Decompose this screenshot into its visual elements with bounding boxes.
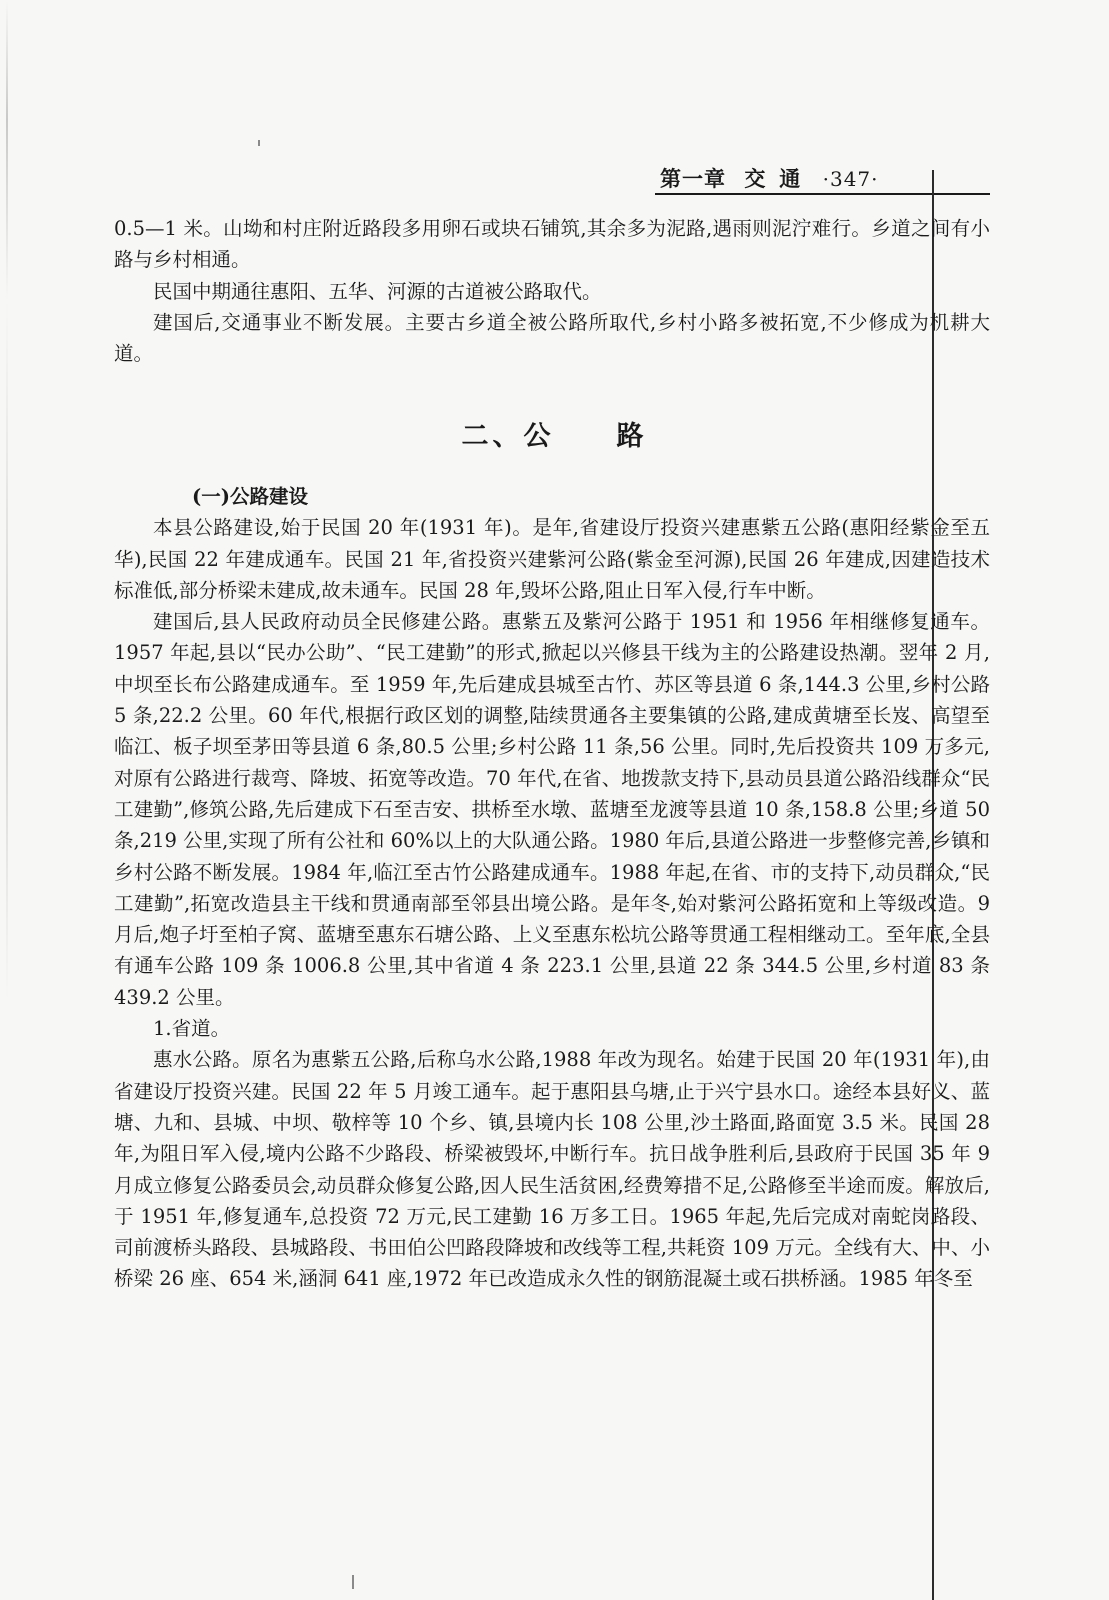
- scan-edge-shadow: [6, 0, 8, 1600]
- header-rule: [655, 193, 990, 195]
- scan-speck: [352, 1575, 354, 1589]
- chapter-label: 第一章: [660, 166, 726, 191]
- paragraph: 0.5—1 米。山坳和村庄附近路段多用卵石或块石铺筑,其余多为泥路,遇雨则泥泞难行。乡道之间有小路与乡村相通。: [114, 217, 990, 272]
- running-head: [660, 163, 990, 195]
- paragraph: 惠水公路。原名为惠紫五公路,后称乌水公路,1988 年改为现名。始建于民国 20 年(1931 年),由省建设厅投资兴建。民国 22 年 5 月竣工通车。起于惠阳县乌塘,止于兴宁县水口。途经本县好义、蓝塘、九和、县城、中坝、敬梓等 10 个乡、镇,县境内长 108 公里,沙土路面,路面宽 3.5 米。民国 28 年,为阻日军入侵,境内公路不少路段、桥梁被毁坏,中断行车。抗日战争胜利后,县政府于民国 35 年 9 月成立修复公路委员会,动员群众修复公路,因人民生活贫困,经费筹措不足,公路修至半途而废。解放后,于 1951 年,修复通车,总投资 72 万元,民工建勤 16 万多工日。1965 年起,先后完成对南蛇岗路段、司前渡桥头路段、县城路段、书田伯公凹路段降坡和改线等工程,共耗资 109 万元。全线有大、中、小桥梁 26 座、654 米,涵洞 641 座,1972 年已改造成永久性的钢筋混凝土或石拱桥涵。1985 年冬至: [114, 1048, 990, 1291]
- paragraph: 民国中期通往惠阳、五华、河源的古道被公路取代。: [153, 279, 602, 303]
- page-number: ·347·: [822, 167, 879, 191]
- paragraph: 1.省道。: [153, 1017, 231, 1041]
- body-text: [114, 481, 990, 1295]
- intro-text: [114, 213, 990, 369]
- paragraph: 建国后,交通事业不断发展。主要古乡道全被公路所取代,乡村小路多被拓宽,不少修成为机耕大道。: [114, 310, 990, 366]
- paragraph: 建国后,县人民政府动员全民修建公路。惠紫五及紫河公路于 1951 和 1956 年相继修复通车。1957 年起,县以“民办公助”、“民工建勤”的形式,掀起以兴修县干线为主的公路建设热潮。翌年 2 月,中坝至长布公路建成通车。至 1959 年,先后建成县城至古竹、苏区等县道 6 条,144.3 公里,乡村公路 5 条,22.2 公里。60 年代,根据行政区划的调整,陆续贯通各主要集镇的公路,建成黄塘至长岌、高望至临江、板子坝至茅田等县道 6 条,80.5 公里;乡村公路 11 条,56 公里。同时,先后投资共 109 万多元,对原有公路进行裁弯、降坡、拓宽等改造。70 年代,在省、地拨款支持下,县动员县道公路沿线群众“民工建勤”,修筑公路,先后建成下石至吉安、拱桥至水墩、蓝塘至龙渡等县道 10 条,158.8 公里;乡道 50 条,219 公里,实现了所有公社和 60%以上的大队通公路。1980 年后,县道公路进一步整修完善,乡镇和乡村公路不断发展。1984 年,临江至古竹公路建成通车。1988 年起,在省、市的支持下,动员群众,“民工建勤”,拓宽改造县主干线和贯通南部至邻县出境公路。是年冬,始对紫河公路拓宽和上等级改造。9 月后,炮子圩至柏子窝、蓝塘至惠东石塘公路、上义至惠东松坑公路等贯通工程相继动工。至年底,全县有通车公路 109 条 1006.8 公里,其中省道 4 条 223.1 公里,县道 22 条 344.5 公里,乡村道 83 条 439.2 公里。: [114, 610, 990, 1009]
- paragraph: 本县公路建设,始于民国 20 年(1931 年)。是年,省建设厅投资兴建惠紫五公路(惠阳经紫金至五华),民国 22 年建成通车。民国 21 年,省投资兴建紫河公路(紫金至河源),民国 26 年建成,因建造技术标准低,部分桥梁未建成,故未通车。民国 28 年,毁坏公路,阻止日军入侵,行车中断。: [114, 516, 990, 602]
- scan-speck: [258, 140, 260, 146]
- section-title: 二、公 路: [461, 421, 648, 452]
- chapter-title: 交通: [744, 166, 815, 191]
- subsection-title: (一)公路建设: [192, 485, 308, 508]
